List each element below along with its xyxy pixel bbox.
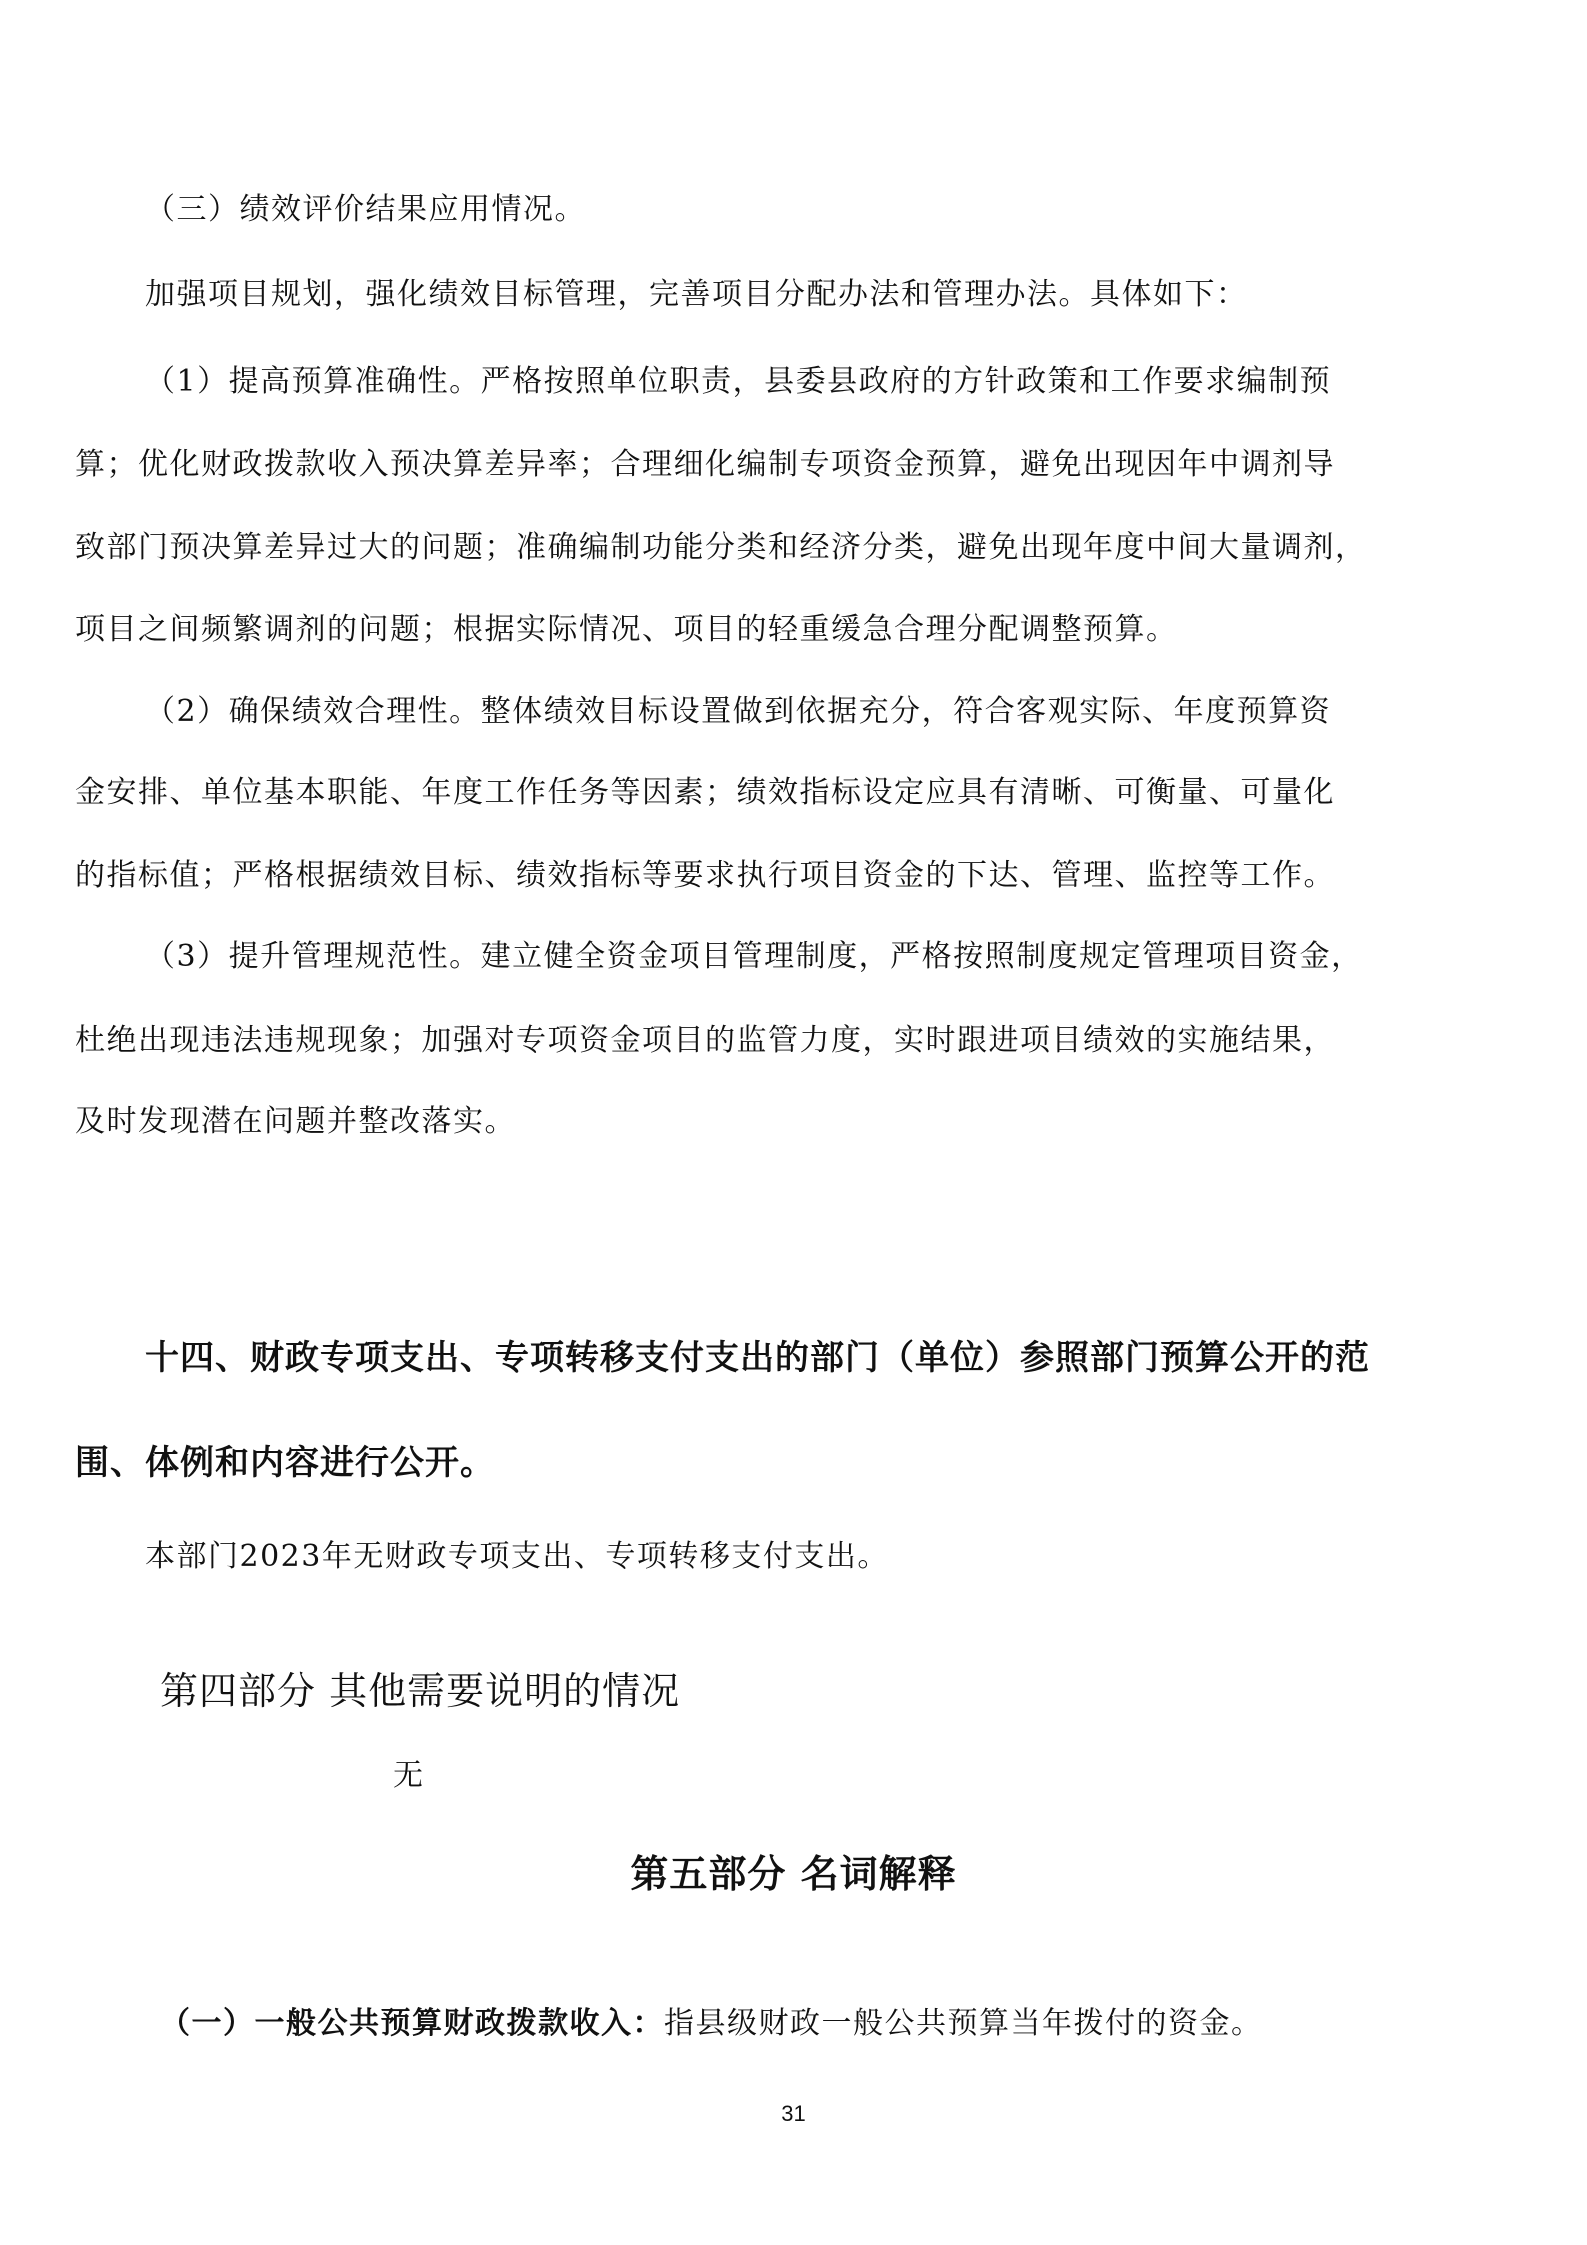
section-3-heading: （三）绩效评价结果应用情况。 bbox=[145, 192, 586, 227]
section-14-heading-line-1: 十四、财政专项支出、专项转移支付支出的部门（单位）参照部门预算公开的范 bbox=[145, 1338, 1370, 1378]
item-2-line-2: 金安排、单位基本职能、年度工作任务等因素；绩效指标设定应具有清晰、可衡量、可量化 bbox=[75, 775, 1335, 810]
item-1-line-2: 算；优化财政拨款收入预决算差异率；合理细化编制专项资金预算，避免出现因年中调剂导 bbox=[75, 447, 1335, 482]
item-3-line-3: 及时发现潜在问题并整改落实。 bbox=[75, 1104, 516, 1139]
part-4-heading: 第四部分 其他需要说明的情况 bbox=[160, 1669, 681, 1713]
section-3-intro: 加强项目规划，强化绩效目标管理，完善项目分配办法和管理办法。具体如下： bbox=[145, 277, 1248, 312]
item-3-line-2: 杜绝出现违法违规现象；加强对专项资金项目的监管力度，实时跟进项目绩效的实施结果， bbox=[75, 1023, 1335, 1058]
part-5-heading: 第五部分 名词解释 bbox=[630, 1852, 957, 1896]
item-1-line-3: 致部门预决算差异过大的问题；准确编制功能分类和经济分类，避免出现年度中间大量调剂， bbox=[75, 530, 1367, 565]
section-14-body: 本部门2023年无财政专项支出、专项转移支付支出。 bbox=[145, 1539, 889, 1574]
term-1-description: 指县级财政一般公共预算当年拨付的资金。 bbox=[664, 2006, 1263, 2041]
item-2-line-3: 的指标值；严格根据绩效目标、绩效指标等要求执行项目资金的下达、管理、监控等工作。 bbox=[75, 858, 1335, 893]
term-1-name: （一）一般公共预算财政拨款收入： bbox=[160, 2006, 664, 2041]
item-1-line-4: 项目之间频繁调剂的问题；根据实际情况、项目的轻重缓急合理分配调整预算。 bbox=[75, 612, 1178, 647]
part-4-content: 无 bbox=[393, 1758, 423, 1793]
item-2-line-1: （2）确保绩效合理性。整体绩效目标设置做到依据充分，符合客观实际、年度预算资 bbox=[145, 694, 1332, 729]
term-1 bbox=[160, 2004, 1263, 2044]
page-number: 31 bbox=[781, 2101, 806, 2126]
item-1-line-1: （1）提高预算准确性。严格按照单位职责，县委县政府的方针政策和工作要求编制预 bbox=[145, 364, 1332, 399]
section-14-heading-line-2: 围、体例和内容进行公开。 bbox=[75, 1443, 495, 1483]
item-3-line-1: （3）提升管理规范性。建立健全资金项目管理制度，严格按照制度规定管理项目资金， bbox=[145, 939, 1363, 974]
